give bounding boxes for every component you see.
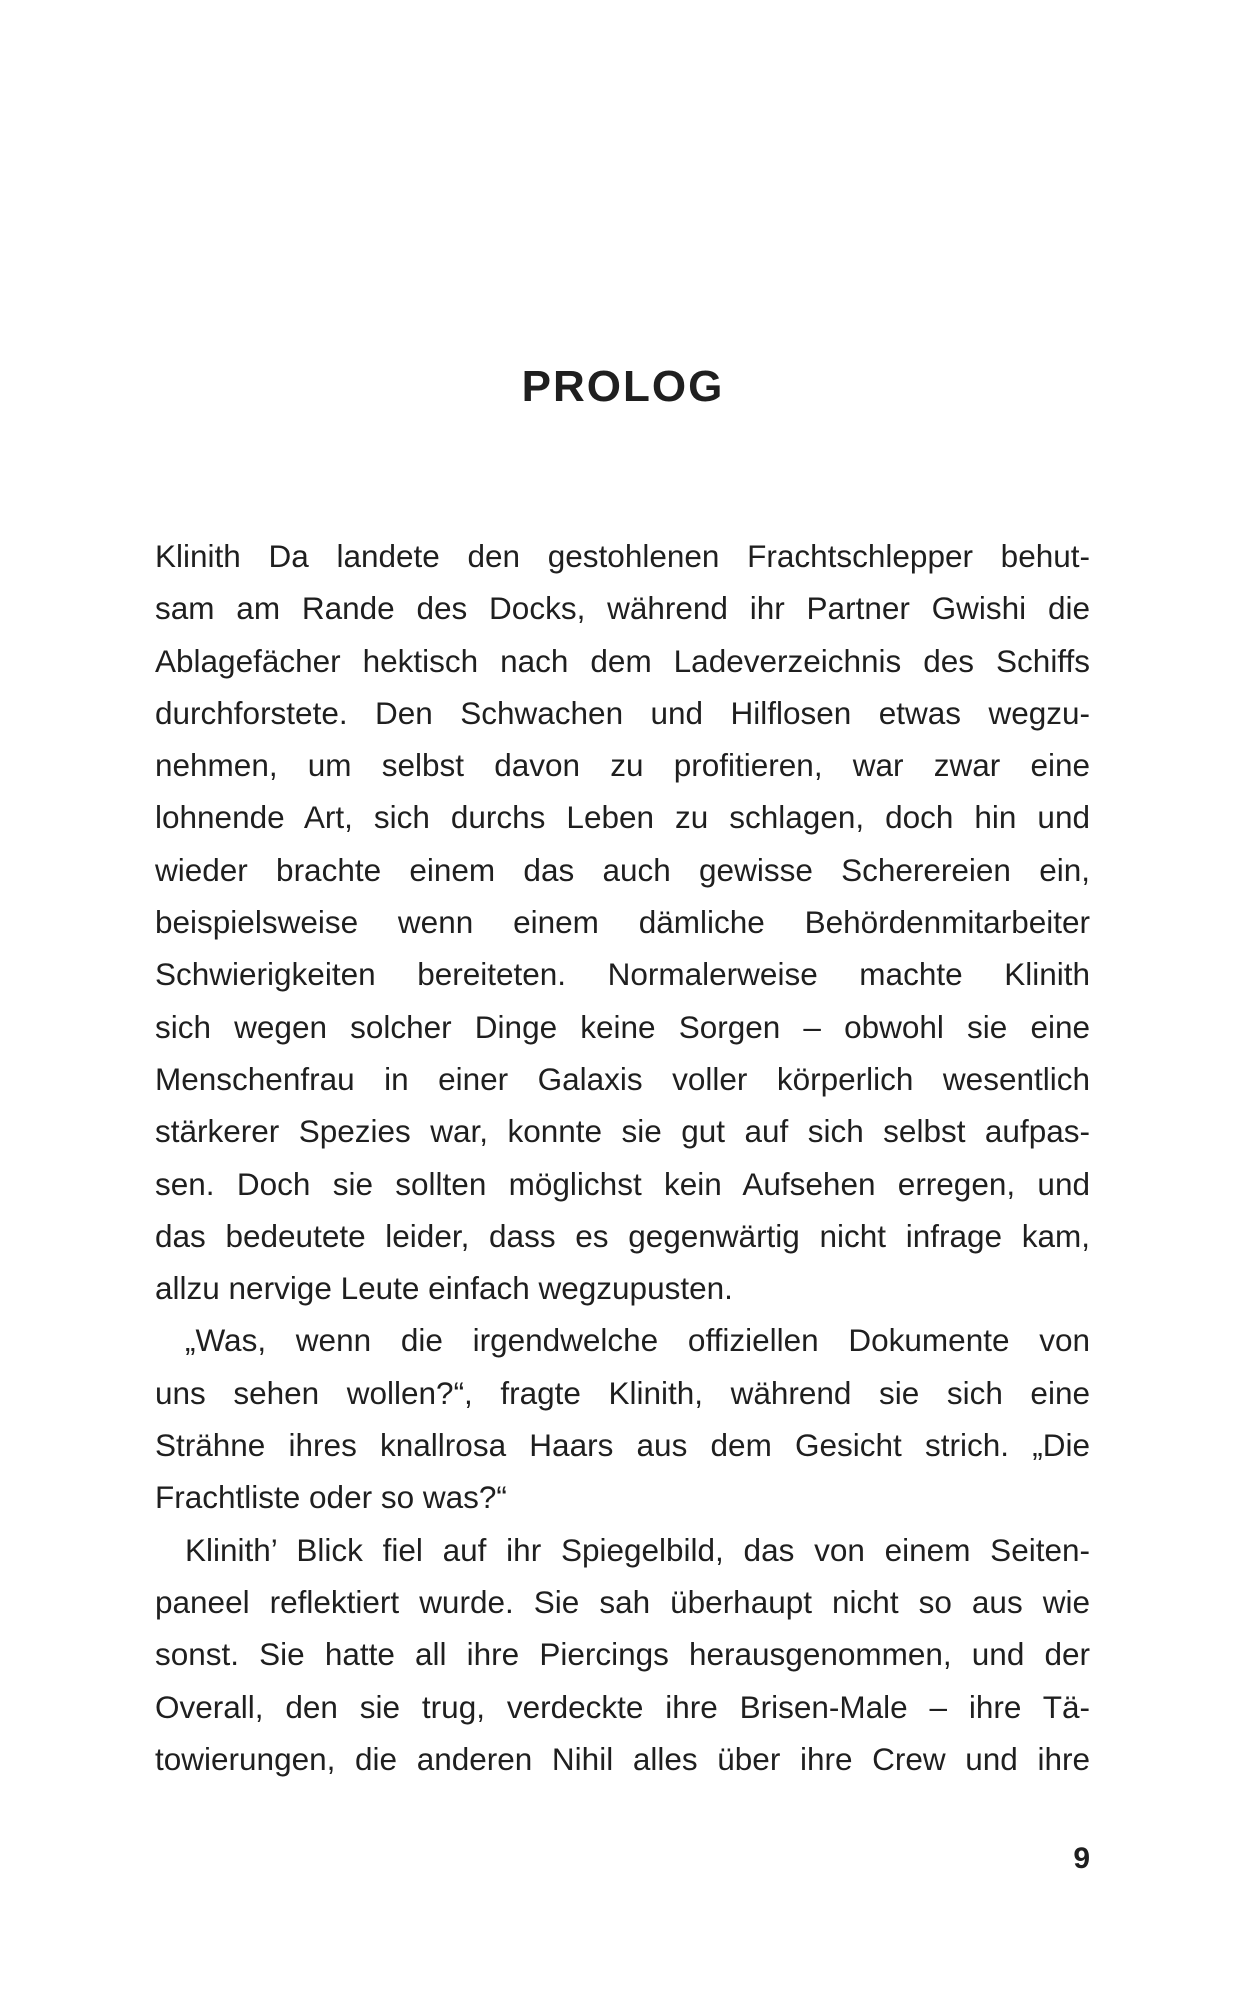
- text-line: stärkerer Spezies war, konnte sie gut auf sich selbst aufpas-: [155, 1113, 1090, 1150]
- text-line: beispielsweise wenn einem dämliche Behördenmitarbeiter: [155, 904, 1090, 941]
- text-line: wieder brachte einem das auch gewisse Scherereien ein,: [155, 851, 1090, 888]
- text-line: Klinith Da landete den gestohlenen Frachtschlepper behut-: [155, 538, 1090, 574]
- text-line: Overall, den sie trug, verdeckte ihre Brisen-Male – ihre Tä-: [155, 1688, 1090, 1725]
- body-text: [155, 530, 1090, 1785]
- text-line: „Was, wenn die irgendwelche offiziellen Dokumente von: [185, 1322, 1090, 1359]
- text-line: Menschenfrau in einer Galaxis voller körperlich wesentlich: [155, 1060, 1090, 1097]
- text-line: lohnende Art, sich durchs Leben zu schlagen, doch hin und: [155, 799, 1090, 836]
- text-line: Frachtliste oder so was?“: [155, 1479, 507, 1516]
- text-line: Klinith’ Blick fiel auf ihr Spiegelbild, das von einem Seiten-: [185, 1531, 1090, 1568]
- text-line: sich wegen solcher Dinge keine Sorgen – obwohl sie eine: [155, 1008, 1090, 1045]
- text-line: paneel reflektiert wurde. Sie sah überhaupt nicht so aus wie: [155, 1583, 1090, 1620]
- text-line: uns sehen wollen?“, fragte Klinith, während sie sich eine: [155, 1374, 1090, 1411]
- text-line: sen. Doch sie sollten möglichst kein Aufsehen erregen, und: [155, 1165, 1090, 1202]
- text-line: sam am Rande des Docks, während ihr Partner Gwishi die: [155, 590, 1090, 627]
- text-line: towierungen, die anderen Nihil alles über ihre Crew und ihre: [155, 1740, 1090, 1777]
- text-line: durchforstete. Den Schwachen und Hilflosen etwas wegzu-: [155, 694, 1090, 731]
- text-line: nehmen, um selbst davon zu profitieren, war zwar eine: [155, 747, 1090, 784]
- text-line: Ablagefächer hektisch nach dem Ladeverzeichnis des Schiffs: [155, 642, 1090, 679]
- chapter-title: PROLOG: [521, 362, 725, 411]
- text-line: allzu nervige Leute einfach wegzupusten.: [155, 1270, 733, 1307]
- text-line: Strähne ihres knallrosa Haars aus dem Gesicht strich. „Die: [155, 1427, 1090, 1464]
- text-line: das bedeutete leider, dass es gegenwärtig nicht infrage kam,: [155, 1217, 1090, 1254]
- text-line: Schwierigkeiten bereiteten. Normalerweise machte Klinith: [155, 956, 1090, 993]
- page-number: 9: [1073, 1842, 1090, 1875]
- text-line: sonst. Sie hatte all ihre Piercings herausgenommen, und der: [155, 1636, 1090, 1673]
